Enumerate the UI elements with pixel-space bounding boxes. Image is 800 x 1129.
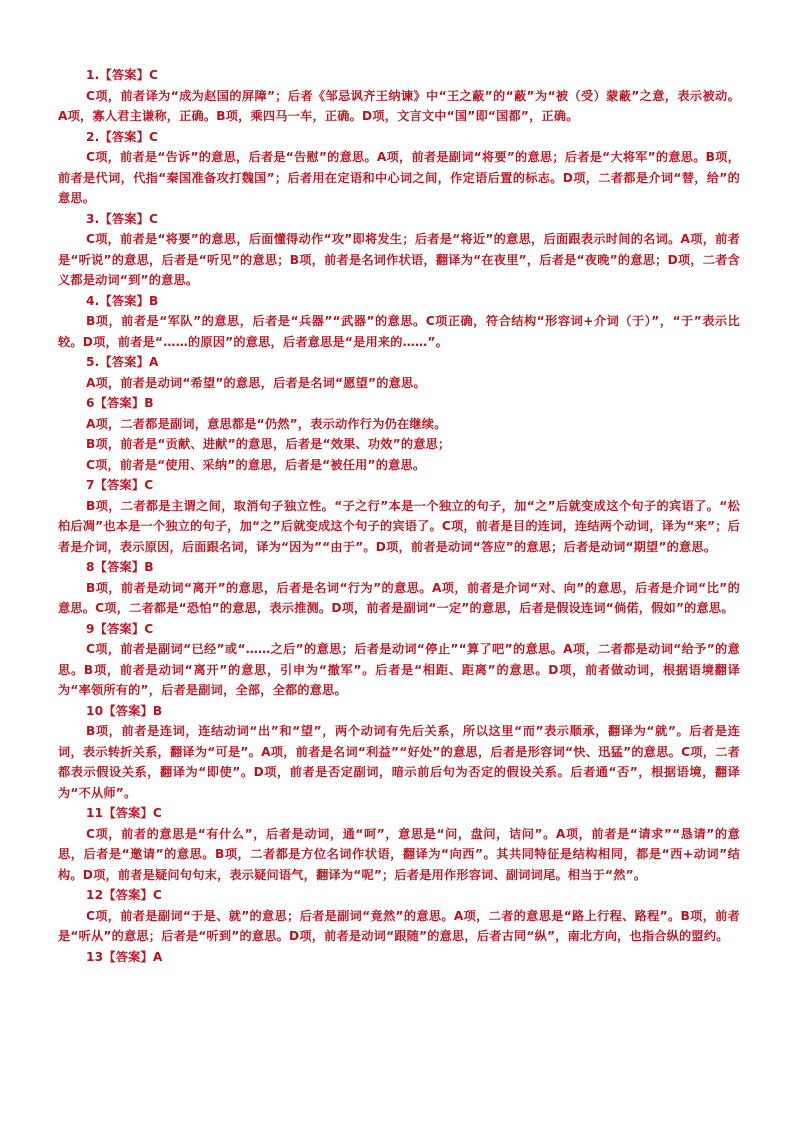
- explanation-text: C项，前者是“使用、采纳”的意思，后者是“被任用”的意思。: [86, 457, 426, 472]
- explanation-text: B项，二者都是主谓之间，取消句子独立性。“子之行”本是一个独立的句子，加“之”后就变成这个句子的宾语了。“松柏后凋”也本是一个独立的句子，加“之”后就变成这个句子的宾语了。C项，前者是目的连词，连结两个动词，译为“来”；后者是介词，表示原因，后面跟名词，译为“因为”“由于”。D项，前者是动词“答应”的意思；后者是动词“期望”的意思。: [58, 498, 740, 554]
- answer-label: 5.【答案】A: [86, 355, 159, 369]
- answer-item-5: [58, 352, 740, 393]
- answer-label: 10【答案】B: [86, 703, 163, 718]
- answer-item-9: [58, 619, 740, 701]
- answer-item-11: [58, 803, 740, 885]
- answer-item-2: [58, 127, 740, 209]
- answer-label: 9【答案】C: [86, 621, 154, 636]
- answer-label: 2.【答案】C: [86, 129, 159, 144]
- answer-item-8: [58, 557, 740, 619]
- explanation-text: C项，前者的意思是“有什么”，后者是动词，通“呵”，意思是“问，盘问，诘问”。A项，前者是“请求”“恳请”的意思，后者是“邀请”的意思。B项，二者都是方位名词作状语，翻译为“向西”。其共同特征是结构相同，都是“西+动词”结构。D项，前者是疑问句句末，表示疑问语气，翻译为“呢”；后者是用作形容词、副词词尾。相当于“然”。: [58, 826, 740, 882]
- answer-label: 11【答案】C: [86, 806, 163, 820]
- explanation-text: C项，前者是副词“于是、就”的意思；后者是副词“竟然”的意思。A项，二者的意思是“路上行程、路程”。B项，前者是“听从”的意思；后者是“听到”的意思。D项，前者是动词“跟随”的意思，后者古同“纵”，南北方向，也指合纵的盟约。: [58, 908, 740, 943]
- answer-item-4: [58, 291, 740, 353]
- answer-label: 12【答案】C: [86, 888, 163, 902]
- answer-label: 4.【答案】B: [86, 293, 159, 308]
- answer-item-13: [58, 947, 740, 968]
- answer-item-12: [58, 885, 740, 947]
- explanation-text: A项，前者是动词“希望”的意思，后者是名词“愿望”的意思。: [86, 375, 426, 390]
- answer-item-7: [58, 475, 740, 557]
- explanation-text: B项，前者是连词，连结动词“出”和“望”，两个动词有先后关系，所以这里“而”表示顺承，翻译为“就”。后者是连词，表示转折关系，翻译为“可是”。A项，前者是名词“利益”“好处”的意思，后者是形容词“快、迅猛”的意思。C项，二者都表示假设关系，翻译为“即使”。D项，前者是否定副词，暗示前后句为否定的假设关系。后者通“否”，根据语境，翻译为“不从师”。: [58, 724, 740, 800]
- explanation-text: C项，前者是“告诉”的意思，后者是“告慰”的意思。A项，前者是副词“将要”的意思；后者是“大将军”的意思。B项，前者是代词，代指“秦国准备攻打魏国”；后者用在定语和中心词之间，作定语后置的标志。D项，二者都是介词“替，给”的意思。: [58, 150, 740, 205]
- explanation-text: C项，前者是“将要”的意思，后面懂得动作“攻”即将发生；后者是“将近”的意思，后面跟表示时间的名词。A项，前者是“听说”的意思，后者是“听见”的意思；B项，前者是名词作状语，翻译为“在夜里”，后者是“夜晚”的意思；D项，二者含义都是动词“到”的意思。: [58, 232, 740, 287]
- answer-label: 8【答案】B: [86, 560, 154, 574]
- explanation-text: B项，前者是“贡献、进献”的意思，后者是“效果、功效”的意思；: [86, 437, 451, 451]
- answer-label: 7【答案】C: [86, 478, 154, 492]
- answer-label: 1.【答案】C: [86, 68, 159, 82]
- answer-label: 13【答案】A: [86, 949, 163, 964]
- explanation-text: B项，前者是“军队”的意思，后者是“兵器”“武器”的意思。C项正确，符合结构“形容词+介词（于）”，“于”表示比较。D项，前者是“……的原因”的意思，后者意思是“是用来的……”。: [58, 314, 740, 349]
- answer-item-10: [58, 701, 740, 804]
- explanation-text: B项，前者是动词“离开”的意思，后者是名词“行为”的意思。A项，前者是介词“对、向”的意思，后者是介词“比”的意思。C项，二者都是“恐怕”的意思，表示推测。D项，前者是副词“一定”的意思，后者是假设连词“倘偌，假如”的意思。: [58, 580, 740, 615]
- answer-label: 3.【答案】C: [86, 211, 159, 226]
- explanation-text: C项，前者译为“成为赵国的屏障”；后者《邹忌讽齐王纳谏》中“王之蔽”的“蔽”为“被（受）蒙蔽”之意，表示被动。A项，寡人君主谦称，正确。B项，乘四马一车，正确。D项，文言文中“国”即“国都”，正确。: [58, 88, 740, 123]
- answer-item-6: [58, 393, 740, 475]
- answer-item-1: [58, 65, 740, 127]
- explanation-text: C项，前者是副词“已经”或“……之后”的意思；后者是动词“停止”“算了吧”的意思。A项，二者都是动词“给予”的意思。B项，前者是动词“离开”的意思，引申为“撤军”。后者是“相距、距离”的意思。D项，前者做动词，根据语境翻译为“率领所有的”，后者是副词，全部，全都的意思。: [58, 642, 740, 697]
- answer-item-3: [58, 209, 740, 291]
- explanation-text: A项，二者都是副词，意思都是“仍然”，表示动作行为仍在继续。: [86, 416, 447, 431]
- answer-label: 6【答案】B: [86, 396, 154, 410]
